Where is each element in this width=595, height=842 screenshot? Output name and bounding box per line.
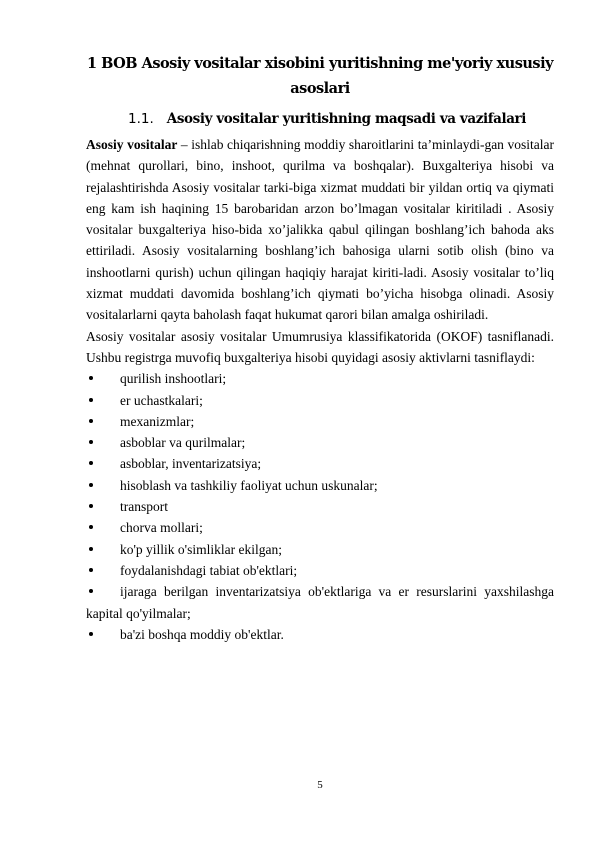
- list-item: [86, 432, 554, 453]
- list-item: [86, 390, 554, 411]
- list-item: [86, 453, 554, 474]
- paragraph-definition: [86, 134, 554, 326]
- definition-text: – ishlab chiqarishning moddiy sharoitlarini ta’minlaydi-gan vositalar (mehnat qurollari, bino, inshoot, qurilma va boshqalar). Buxgalteriya hisobi va rejalashtirishda Asosiy vositalar tarki-biga xizmat muddati bir yildan ortiq va qiymati eng kam ish haqining 15 barobaridan arzon bo’lmagan vositalar kiritiladi . Asosiy vositalar buxgalteriya hiso-bida xo’jalikka qabul qilingan boshlang’ich bahoda aks ettiriladi. Asosiy vositalarning boshlang’ich bahosiga ularni sotib olish (bino va inshootlarni qurish) uchun qilingan haqiqiy harajat kiriti-ladi. Asosiy vositalar to’liq xizmat muddati davomida boshlang’ich qiymati bo’yicha hisobga olinadi. Asosiy vositalarlarni qayta baholash faqat hukumat qarori bilan amalga oshiriladi.: [86, 137, 554, 323]
- list-item-text: asboblar va qurilmalar;: [120, 435, 246, 451]
- page-number: 5: [317, 779, 323, 791]
- asset-list: [86, 368, 554, 645]
- bullet-icon: [89, 547, 93, 551]
- chapter-heading: 1 BOB Asosiy vositalar xisobini yuritishning me'yoriy xususiy asoslari: [86, 55, 554, 97]
- list-item-text: hisoblash va tashkiliy faoliyat uchun uskunalar;: [120, 477, 378, 493]
- list-item: [86, 581, 554, 624]
- list-item: [86, 560, 554, 581]
- list-item: [86, 475, 554, 496]
- paragraph-classification: Asosiy vositalar asosiy vositalar Umumrusiya klassifikatorida (OKOF) tasniflanadi. Ushbu registrga muvofiq buxgalteriya hisobi quyidagi asosiy aktivlarni tasniflaydi:: [86, 328, 554, 365]
- list-item-text: transport: [120, 499, 168, 515]
- list-item-text: er uchastkalari;: [120, 392, 203, 408]
- list-item: [86, 496, 554, 517]
- bullet-icon: [89, 440, 93, 444]
- list-item: [86, 517, 554, 538]
- list-item-text: foydalanishdagi tabiat ob'ektlari;: [120, 562, 298, 578]
- list-item: [86, 368, 554, 389]
- list-item-text: mexanizmlar;: [120, 413, 195, 429]
- bullet-icon: [89, 419, 93, 423]
- section-number: 1.1.: [128, 111, 154, 127]
- bullet-icon: [89, 504, 93, 508]
- bullet-icon: [89, 568, 93, 572]
- bullet-icon: [89, 589, 93, 593]
- list-item: [86, 624, 554, 645]
- list-item-text: ijaraga berilgan inventarizatsiya ob'ektlariga va er resurslarini yaxshilashga kapital qo'yilmalar;: [86, 584, 554, 621]
- bullet-icon: [89, 376, 93, 380]
- bullet-icon: [89, 398, 93, 402]
- section-heading: [128, 109, 526, 130]
- section-title: Asosiy vositalar yuritishning maqsadi va vazifalari: [166, 111, 526, 127]
- list-item: [86, 539, 554, 560]
- list-item-text: qurilish inshootlari;: [120, 371, 227, 387]
- bullet-icon: [89, 632, 93, 636]
- term-label: Asosiy vositalar: [86, 137, 178, 152]
- bullet-icon: [89, 483, 93, 487]
- list-item-text: ba'zi boshqa moddiy ob'ektlar.: [120, 626, 284, 642]
- list-item: [86, 411, 554, 432]
- list-item-text: asboblar, inventarizatsiya;: [120, 456, 262, 472]
- document-body: [86, 134, 554, 645]
- list-item-text: chorva mollari;: [120, 520, 203, 536]
- list-item-text: ko'p yillik o'simliklar ekilgan;: [120, 541, 282, 557]
- bullet-icon: [89, 461, 93, 465]
- bullet-icon: [89, 525, 93, 529]
